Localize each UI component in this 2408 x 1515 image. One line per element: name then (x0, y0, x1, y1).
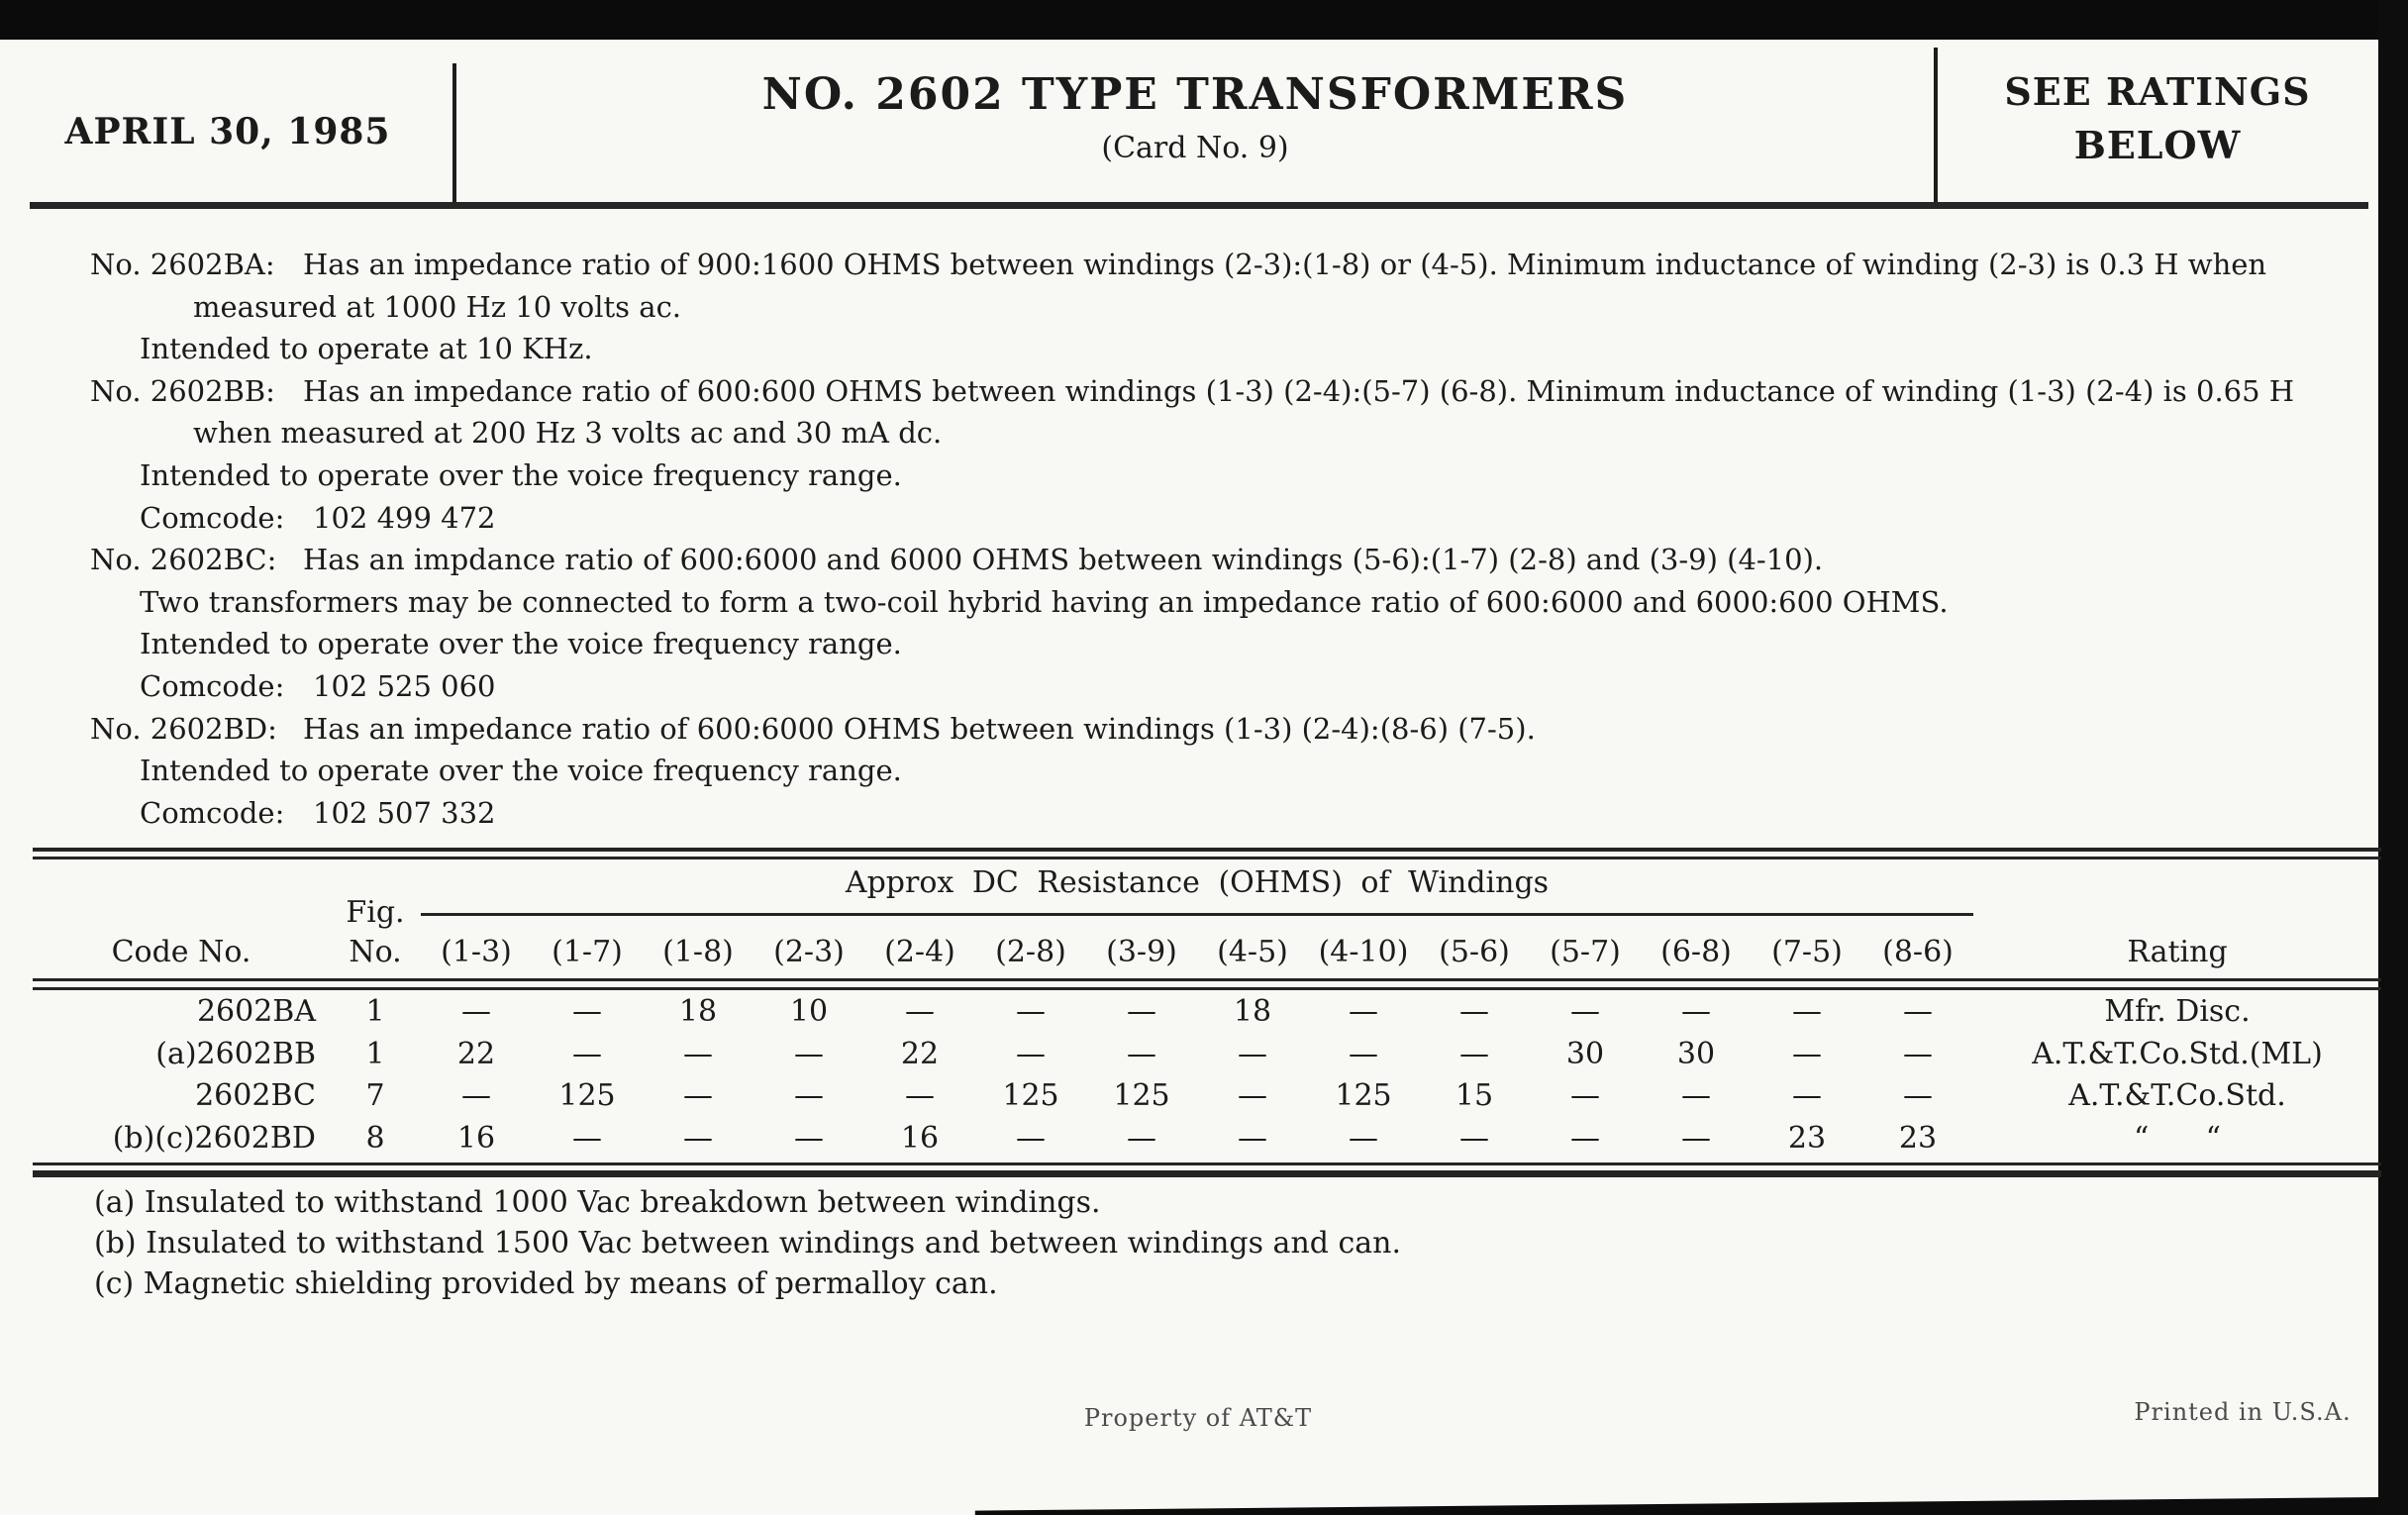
entry-2602BB-comcode (0, 497, 2378, 540)
footnote-c: (c) Magnetic shielding provided by means of permalloy can. (94, 1266, 998, 1301)
table-cell: — (1016, 1120, 1046, 1156)
entry-text: Has an impedance ratio of 600:600 OHMS between windings (1-3) (2-4):(5-7) (6-8). Minimum inductance of winding (1-3) (2-4) is 0.65 H (303, 373, 2295, 408)
table-cell: 125 (1113, 1078, 1170, 1113)
entry-2602BA-line1 (0, 244, 2378, 286)
table-cell: — (1238, 1120, 1267, 1156)
entry-text: Has an impdance ratio of 600:6000 and 6000 OHMS between windings (5-6):(1-7) (2-8) and (3-9) (4-10). (303, 543, 1824, 577)
entry-2602BC-line1 (0, 539, 2378, 581)
resistance-table (33, 848, 2381, 1184)
table-cell: — (905, 994, 935, 1029)
entry-text: Has an impedance ratio of 600:6000 OHMS between windings (1-3) (2-4):(8-6) (7-5). (303, 711, 1536, 746)
description-text (0, 244, 2378, 834)
col-header-winding: (1-8) (662, 935, 734, 969)
table-row-code: (b)(c)2602BD (112, 1120, 316, 1156)
ratings-note-line1: SEE RATINGS (2004, 69, 2311, 114)
entry-2602BC-comcode (0, 665, 2378, 708)
table-cell: 16 (900, 1120, 940, 1156)
table-cell: — (1459, 1036, 1489, 1071)
table-cell-fig: 8 (365, 1120, 385, 1156)
table-cell: — (1127, 994, 1156, 1029)
table-cell: — (572, 1036, 602, 1071)
entry-2602BB-line1 (0, 370, 2378, 413)
table-cell: — (1903, 994, 1933, 1029)
entry-2602BC-line3: Intended to operate over the voice frequency range. (140, 627, 902, 661)
entry-label: No. 2602BD: (90, 711, 277, 746)
table-cell: 23 (1898, 1120, 1938, 1156)
col-header-winding: (2-3) (773, 935, 845, 969)
table-cell: — (1570, 994, 1600, 1029)
table-cell: — (1459, 994, 1489, 1029)
header-bottom-rule-2 (33, 987, 2381, 990)
table-cell: — (794, 1078, 824, 1113)
table-cell: — (1681, 994, 1711, 1029)
col-header-code: Code No. (111, 935, 251, 969)
table-cell: — (1903, 1078, 1933, 1113)
table-cell: — (1016, 994, 1046, 1029)
comcode-label: Comcode: (140, 500, 285, 535)
table-top-rule-2 (33, 857, 2381, 859)
table-cell: — (1792, 1036, 1822, 1071)
col-header-winding: (7-5) (1771, 935, 1843, 969)
table-cell: 125 (558, 1078, 616, 1113)
ratings-note-line2: BELOW (2073, 123, 2242, 167)
table-cell: 18 (678, 994, 718, 1029)
table-cell-rating: Mfr. Disc. (2104, 994, 2251, 1029)
table-cell: 18 (1233, 994, 1272, 1029)
scan-black-band-top (0, 0, 2408, 40)
table-cell: 125 (1335, 1078, 1392, 1113)
table-cell: — (1238, 1078, 1267, 1113)
document-card-number: (Card No. 9) (1101, 131, 1289, 165)
entry-2602BD-line1 (0, 708, 2378, 751)
table-cell: — (1459, 1120, 1489, 1156)
col-header-winding: (1-7) (552, 935, 623, 969)
footnote-b: (b) Insulated to withstand 1500 Vac between windings and between windings and can. (94, 1226, 1402, 1261)
table-cell: — (1570, 1078, 1600, 1113)
col-header-rating: Rating (2127, 935, 2228, 969)
entry-2602BD-line2: Intended to operate over the voice frequency range. (140, 754, 902, 788)
table-cell: 10 (789, 994, 829, 1029)
comcode-label: Comcode: (140, 668, 285, 703)
table-cell-rating: A.T.&T.Co.Std. (2068, 1078, 2286, 1113)
entry-2602BB-line3: Intended to operate over the voice frequency range. (140, 457, 902, 492)
table-cell: — (1681, 1078, 1711, 1113)
table-cell-fig: 1 (365, 1036, 385, 1071)
entry-2602BA-line3: Intended to operate at 10 KHz. (140, 332, 593, 366)
comcode-value: 102 525 060 (313, 668, 496, 703)
table-cell: — (794, 1036, 824, 1071)
col-header-winding: (3-9) (1106, 935, 1177, 969)
table-cell: 15 (1455, 1078, 1494, 1113)
entry-label: No. 2602BA: (90, 248, 275, 281)
col-header-winding: (8-6) (1882, 935, 1954, 969)
table-cell: — (572, 994, 602, 1029)
table-cell: — (1570, 1120, 1600, 1156)
table-cell: — (572, 1120, 602, 1156)
table-cell: 23 (1787, 1120, 1827, 1156)
table-cell-rating-ditto: “ “ (2134, 1120, 2221, 1156)
comcode-value: 102 507 332 (313, 795, 496, 830)
entry-2602BC-line2: Two transformers may be connected to form a two-coil hybrid having an impedance ratio of 600:6000 and 6000:600 OHMS. (140, 584, 1949, 619)
table-cell: — (794, 1120, 824, 1156)
col-header-winding: (2-4) (884, 935, 955, 969)
scan-black-band-right (2378, 0, 2408, 1515)
table-cell: — (461, 994, 491, 1029)
table-cell: — (683, 1120, 713, 1156)
col-header-winding: (6-8) (1660, 935, 1732, 969)
table-body (33, 994, 2381, 1162)
col-header-winding: (4-5) (1217, 935, 1288, 969)
table-cell: — (1903, 1036, 1933, 1071)
col-header-winding: (5-6) (1439, 935, 1510, 969)
col-header-fig (330, 893, 421, 972)
table-cell: — (1016, 1036, 1046, 1071)
table-cell: 22 (456, 1036, 496, 1071)
table-cell: 125 (1002, 1078, 1059, 1113)
table-cell: — (1349, 994, 1378, 1029)
table-row-code: (a)2602BB (155, 1036, 316, 1071)
table-bottom-rule-2 (33, 1170, 2381, 1177)
entry-2602BB-line2: when measured at 200 Hz 3 volts ac and 30 mA dc. (193, 416, 943, 451)
table-cell: — (1238, 1036, 1267, 1071)
entry-2602BD-comcode (0, 792, 2378, 835)
ratings-note (1937, 65, 2378, 172)
entry-label: No. 2602BC: (90, 543, 277, 577)
table-cell-fig: 7 (365, 1078, 385, 1113)
table-cell: — (683, 1078, 713, 1113)
table-cell-fig: 1 (365, 994, 385, 1029)
table-cell: — (1349, 1120, 1378, 1156)
table-cell: 16 (456, 1120, 496, 1156)
table-header-row (33, 889, 2381, 972)
col-header-winding: (5-7) (1550, 935, 1621, 969)
entry-text: Has an impedance ratio of 900:1600 OHMS between windings (2-3):(1-8) or (4-5). Minimum inductance of winding (2-3) is 0.3 H when (303, 248, 2267, 281)
table-cell: 30 (1565, 1036, 1605, 1071)
document-title: NO. 2602 TYPE TRANSFORMERS (761, 69, 1629, 120)
table-cell: — (1127, 1036, 1156, 1071)
entry-label: No. 2602BB: (90, 373, 275, 408)
table-cell: — (461, 1078, 491, 1113)
table-cell: — (1792, 1078, 1822, 1113)
table-cell: 22 (900, 1036, 940, 1071)
header-rule (30, 202, 2368, 209)
col-header-winding: (4-10) (1318, 935, 1409, 969)
table-bottom-rule (33, 1162, 2381, 1165)
document-date: APRIL 30, 1985 (64, 111, 391, 152)
comcode-label: Comcode: (140, 795, 285, 830)
table-cell: — (905, 1078, 935, 1113)
table-cell: — (1792, 994, 1822, 1029)
col-header-fig-line2: No. (349, 935, 402, 969)
table-spanning-header: Approx DC Resistance (OHMS) of Windings (845, 865, 1550, 900)
table-cell: 30 (1676, 1036, 1716, 1071)
footnote-a: (a) Insulated to withstand 1000 Vac breakdown between windings. (94, 1185, 1101, 1220)
comcode-value: 102 499 472 (313, 500, 496, 535)
table-row-code: 2602BC (195, 1078, 316, 1113)
property-notice: Property of AT&T (1083, 1404, 1313, 1432)
table-cell: — (683, 1036, 713, 1071)
table-cell: — (1349, 1036, 1378, 1071)
table-cell: — (1681, 1120, 1711, 1156)
table-row-code: 2602BA (196, 994, 316, 1029)
printed-notice: Printed in U.S.A. (2134, 1398, 2352, 1426)
table-cell-rating: A.T.&T.Co.Std.(ML) (2032, 1036, 2323, 1071)
col-header-fig-line1: Fig. (346, 895, 405, 930)
document-page (0, 40, 2378, 1515)
table-top-rule (33, 848, 2381, 852)
footnotes (94, 1182, 1401, 1304)
table-cell: — (1127, 1120, 1156, 1156)
header-bottom-rule (33, 978, 2381, 981)
col-header-winding: (1-3) (441, 935, 512, 969)
entry-2602BA-line2: measured at 1000 Hz 10 volts ac. (193, 289, 682, 324)
col-header-winding: (2-8) (995, 935, 1066, 969)
